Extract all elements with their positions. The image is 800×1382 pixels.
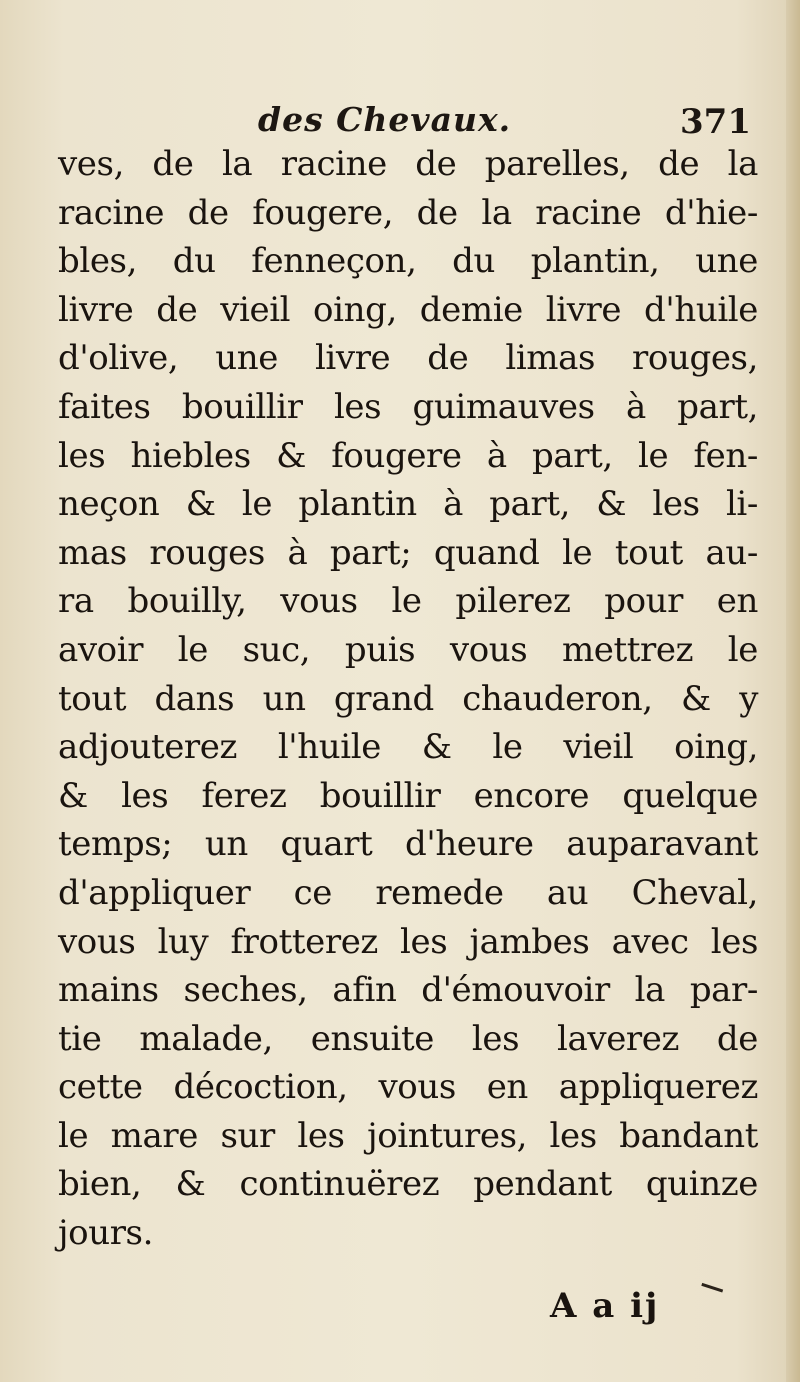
text-line: bien, & continuërez pendant quinze [58, 1164, 758, 1205]
text-line: les hiebles & fougere à part, le fen- [58, 435, 758, 476]
page-edge [786, 0, 800, 1382]
text-line: faites bouillir les guimauves à part, [58, 386, 758, 427]
text-line: racine de fougere, de la racine d'hie- [58, 192, 758, 233]
text-line: tout dans un grand chauderon, & y [58, 678, 758, 719]
signature-mark: A a ij [550, 1286, 660, 1326]
text-line: livre de vieil oing, demie livre d'huile [58, 289, 758, 330]
text-line: bles, du fenneçon, du plantin, une [58, 241, 758, 282]
text-line: ra bouilly, vous le pilerez pour en [58, 581, 758, 622]
body-text [58, 140, 758, 1258]
text-line: neçon & le plantin à part, & les li- [58, 484, 758, 525]
text-line: & les ferez bouillir encore quelque [58, 775, 758, 816]
text-line: d'appliquer ce remede au Cheval, [58, 872, 758, 913]
page-number: 371 [680, 102, 751, 142]
text-line: cette décoction, vous en appliquerez [58, 1067, 758, 1108]
text-line: mains seches, afin d'émouvoir la par- [58, 970, 758, 1011]
text-line: adjouterez l'huile & le vieil oing, [58, 727, 758, 768]
text-line: tie malade, ensuite les laverez de [58, 1018, 758, 1059]
text-line: vous luy frotterez les jambes avec les [58, 921, 758, 962]
text-line: d'olive, une livre de limas rouges, [58, 338, 758, 379]
text-line: jours. [58, 1213, 154, 1254]
text-line: temps; un quart d'heure auparavant [58, 824, 758, 865]
running-title: des Chevaux. [258, 100, 512, 139]
text-line: avoir le suc, puis vous mettrez le [58, 629, 758, 670]
text-line: mas rouges à part; quand le tout au- [58, 532, 758, 573]
text-line: le mare sur les jointures, les bandant [58, 1115, 758, 1156]
ink-mark [699, 1283, 723, 1300]
text-line: ves, de la racine de parelles, de la [58, 144, 758, 184]
